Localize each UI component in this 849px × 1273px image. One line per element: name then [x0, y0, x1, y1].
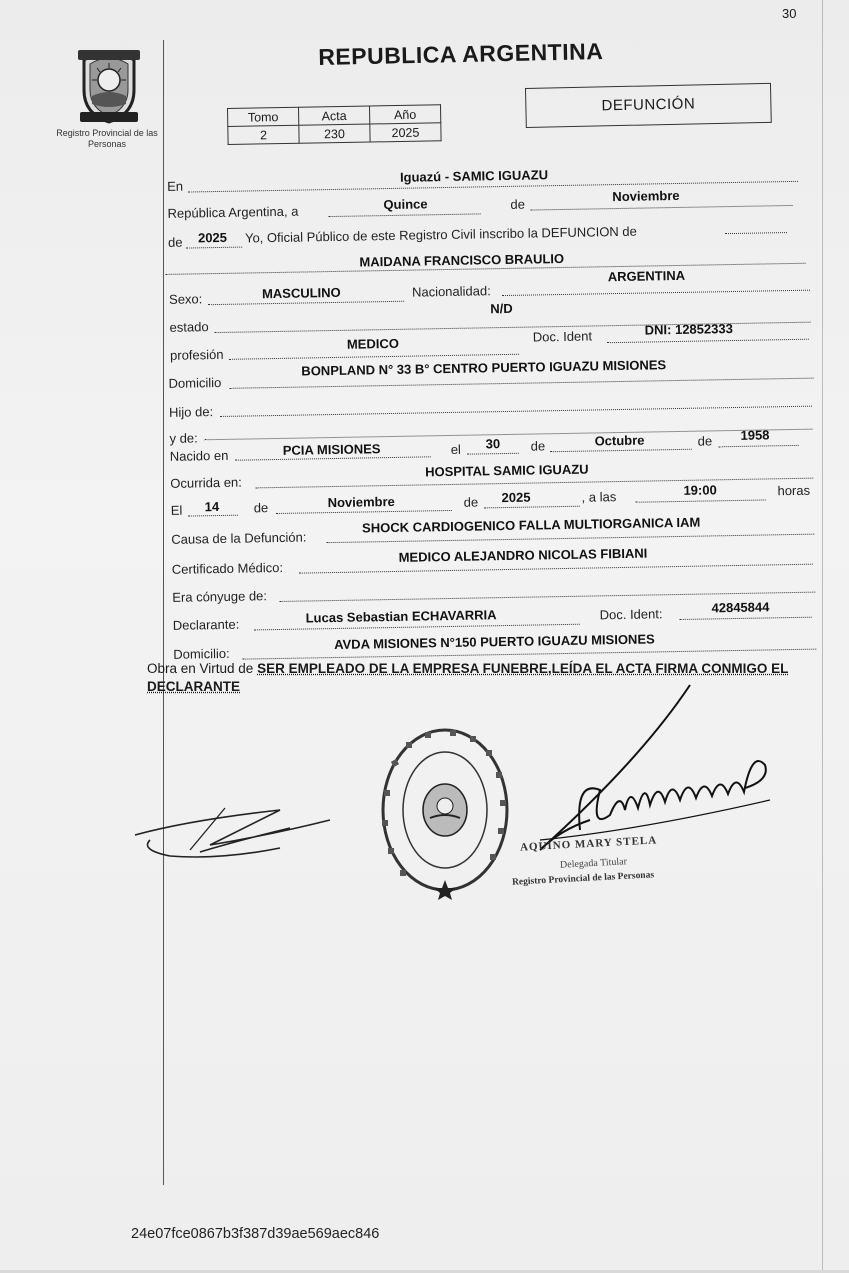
certificado-line [299, 564, 813, 574]
official-seal-icon [370, 720, 520, 900]
basis-value: SER EMPLEADO DE LA EMPRESA FUNEBRE,LEÍDA EL ACTA FIRMA CONMIGO EL DECLARANTE [147, 661, 789, 694]
month-line [531, 205, 793, 211]
registrar-name: AQUINO MARY STELA [519, 834, 658, 854]
declarant-signature [130, 790, 340, 870]
birth-month-line [550, 449, 692, 452]
tomo-header: Tomo [228, 107, 299, 126]
death-year-value: 2025 [501, 489, 531, 506]
de-label-4: de [253, 500, 269, 516]
month-value: Noviembre [612, 187, 680, 205]
declarant-doc-line [680, 617, 812, 620]
record-type-box: DEFUNCIÓN [525, 83, 772, 128]
obra-label: Obra en Virtud de [147, 661, 254, 676]
estado-label: estado [169, 319, 209, 335]
anio-value: 2025 [370, 123, 441, 142]
declarant-value: Lucas Sebastian ECHAVARRIA [305, 607, 497, 626]
sexo-line [208, 301, 404, 305]
y-de-line [205, 429, 813, 441]
de-label-2: de [530, 438, 546, 454]
civil-status-value: N/D [490, 300, 513, 317]
yo-label: Yo, Oficial Público de este Registro Civil inscribo la DEFUNCION de [244, 223, 637, 246]
de-label-3: de [697, 433, 713, 449]
profesion-line [229, 354, 519, 360]
nacido-en-label: Nacido en [169, 447, 229, 464]
declarant-address-value: AVDA MISIONES N°150 PUERTO IGUAZU MISIONES [334, 631, 655, 653]
acta-header: Acta [298, 106, 369, 125]
physician-value: MEDICO ALEJANDRO NICOLAS FIBIANI [398, 545, 648, 565]
death-year-line [484, 506, 580, 509]
page-number: 30 [782, 6, 797, 21]
conyuge-label: Era cónyuge de: [172, 588, 268, 605]
nacionalidad-label: Nacionalidad: [411, 283, 491, 300]
doc-ident-line [607, 339, 809, 344]
ocurrida-line [255, 478, 813, 489]
registry-label: Registro Provincial de las Personas [56, 128, 158, 149]
death-time-value: 19:00 [683, 482, 717, 498]
horas-label: horas [777, 482, 811, 499]
hijo-de-line [220, 406, 812, 417]
declarante-line [254, 624, 580, 631]
certificado-label: Certificado Médico: [171, 559, 284, 577]
doc-ident-label: Doc. Ident [532, 328, 593, 345]
deceased-name-value: MAIDANA FRANCISCO BRAULIO [359, 250, 565, 270]
document-title: REPUBLICA ARGENTINA [318, 38, 604, 70]
republica-label: República Argentina, a [167, 203, 299, 221]
en-label: En [166, 178, 184, 194]
de-label-5: de [463, 494, 479, 510]
declarant-address-line [242, 649, 816, 660]
acta-value: 230 [299, 124, 370, 143]
ocurrida-en-label: Ocurrida en: [170, 474, 242, 491]
birth-place-value: PCIA MISIONES [282, 441, 381, 458]
place-value: Iguazú - SAMIC IGUAZU [399, 167, 549, 185]
document-hash: 24e07fce0867b3f387d39ae569aec846 [131, 1226, 380, 1242]
tomo-value: 2 [228, 125, 299, 144]
day-words-value: Quince [383, 196, 428, 213]
year-value: 2025 [197, 229, 228, 246]
anio-header: Año [369, 105, 440, 124]
death-day-value: 14 [204, 499, 220, 515]
death-day-line [188, 515, 238, 517]
birth-year-line [719, 445, 799, 447]
doc-ident-label-2: Doc. Ident: [599, 606, 663, 623]
sex-value: MASCULINO [261, 284, 341, 302]
el-cap-label: El [170, 502, 183, 518]
yo-line [725, 232, 787, 234]
de-year-label: de [167, 234, 183, 250]
domicilio-line [230, 378, 814, 389]
day-line [329, 213, 481, 217]
birth-month-value: Octubre [594, 432, 645, 449]
registrar-organization: Registro Provincial de las Personas [511, 870, 655, 888]
death-month-value: Noviembre [327, 493, 395, 511]
hijo-de-label: Hijo de: [168, 404, 214, 420]
occurred-at-value: HOSPITAL SAMIC IGUAZU [425, 461, 589, 480]
declarante-label: Declarante: [172, 616, 240, 633]
birth-day-line [467, 453, 519, 455]
birth-year-value: 1958 [740, 427, 770, 443]
death-month-line [276, 510, 452, 514]
de-label: de [510, 196, 526, 212]
y-de-label: y de: [169, 430, 198, 446]
domicilio-label-2: Domicilio: [173, 645, 230, 662]
birth-day-value: 30 [485, 436, 501, 452]
causa-label: Causa de la Defunción: [171, 529, 307, 547]
el-label: el [450, 441, 462, 457]
causa-line [326, 534, 814, 544]
address-value: BONPLAND N° 33 B° CENTRO PUERTO IGUAZU MISIONES [301, 357, 667, 379]
declarant-doc-value: 42845844 [711, 599, 770, 616]
cause-value: SHOCK CARDIOGENICO FALLA MULTIORGANICA IAM [361, 514, 701, 536]
registrar-role: Delegada Titular [559, 856, 628, 871]
year-line [186, 247, 242, 249]
profesion-label: profesión [169, 346, 224, 363]
nacionalidad-line [502, 290, 810, 296]
domicilio-label: Domicilio [168, 374, 222, 391]
nationality-value: ARGENTINA [607, 267, 686, 285]
death-time-line [636, 499, 766, 502]
a-las-label: , a las [581, 489, 617, 505]
document-value: DNI: 12852333 [644, 321, 733, 338]
sexo-label: Sexo: [168, 291, 203, 307]
profession-value: MEDICO [346, 335, 400, 352]
